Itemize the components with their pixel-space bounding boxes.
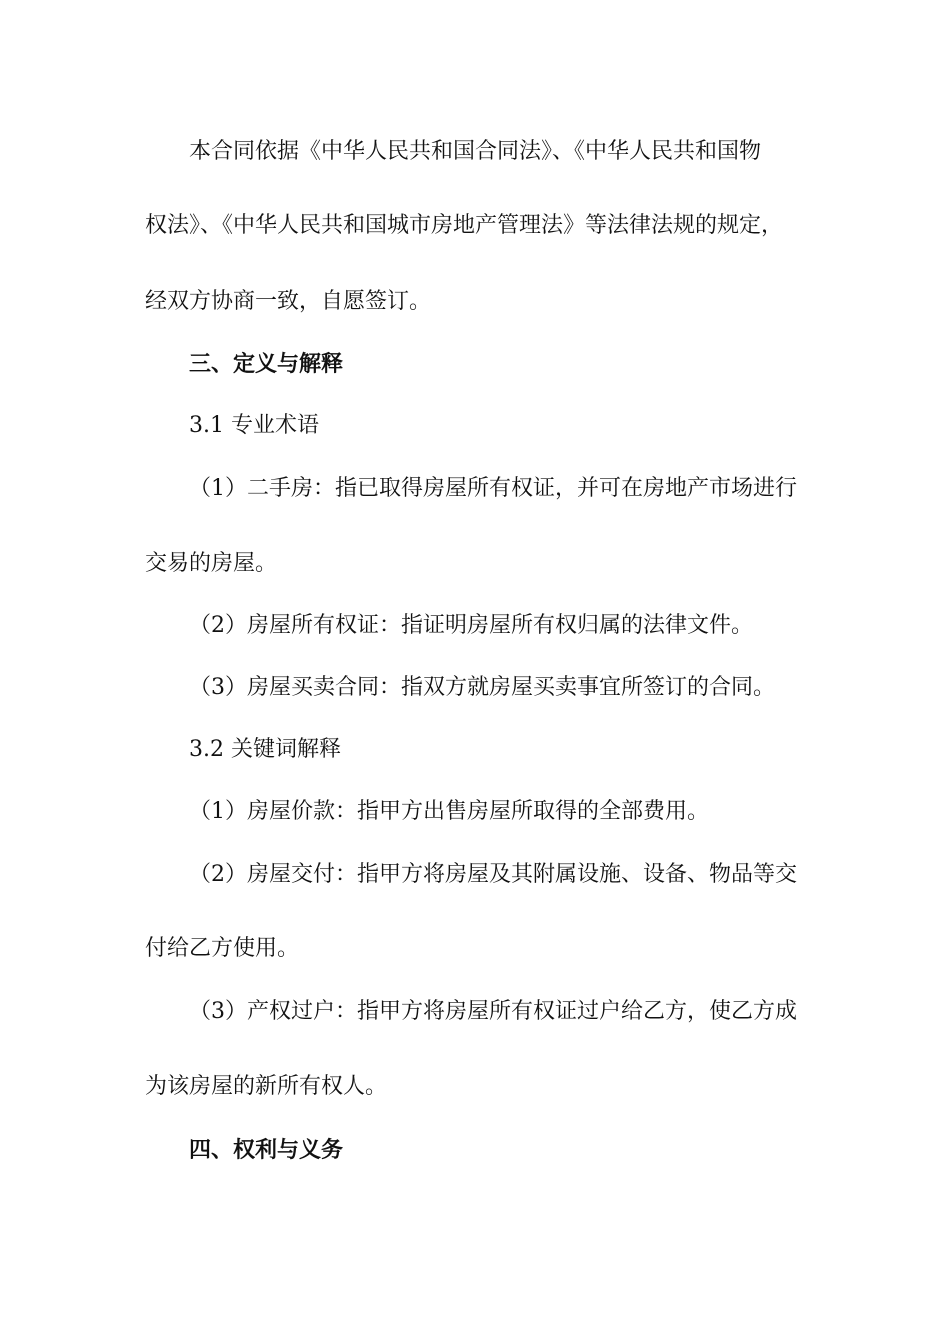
keyword-3-line-1: （3）产权过户：指甲方将房屋所有权证过户给乙方，使乙方成 — [189, 999, 797, 1024]
intro-paragraph-line-1: 本合同依据《中华人民共和国合同法》、《中华人民共和国物 — [189, 139, 762, 164]
keyword-1-line: （1）房屋价款：指甲方出售房屋所取得的全部费用。 — [189, 799, 709, 824]
keyword-3-line-2: 为该房屋的新所有权人。 — [145, 1074, 388, 1099]
keyword-2-line-1: （2）房屋交付：指甲方将房屋及其附属设施、设备、物品等交 — [189, 862, 797, 887]
keyword-2-line-2: 付给乙方使用。 — [145, 936, 300, 961]
term-3-line: （3）房屋买卖合同：指双方就房屋买卖事宜所签订的合同。 — [189, 675, 775, 700]
intro-paragraph-line-3: 经双方协商一致，自愿签订。 — [145, 289, 432, 314]
term-2-line: （2）房屋所有权证：指证明房屋所有权归属的法律文件。 — [189, 613, 753, 638]
term-1-line-2: 交易的房屋。 — [145, 551, 278, 576]
term-1-line-1: （1）二手房：指已取得房屋所有权证，并可在房地产市场进行 — [189, 476, 797, 501]
intro-paragraph-line-2: 权法》、《中华人民共和国城市房地产管理法》等法律法规的规定， — [145, 213, 784, 238]
subsection-heading-keywords: 3.2 关键词解释 — [189, 737, 341, 762]
section-heading-definitions: 三、定义与解释 — [189, 351, 344, 377]
subsection-heading-terms: 3.1 专业术语 — [189, 413, 319, 438]
section-heading-rights-obligations: 四、权利与义务 — [189, 1137, 344, 1163]
